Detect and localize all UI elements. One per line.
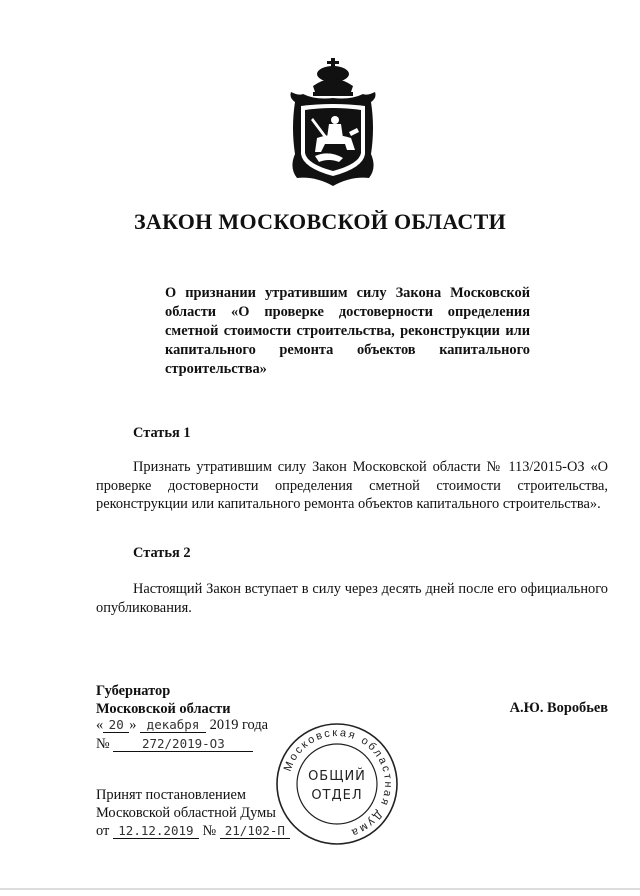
adoption-from-label: от <box>96 823 110 839</box>
date-close-quote: » <box>129 717 137 733</box>
adoption-date-row <box>96 822 290 840</box>
adoption-number: 21/102-П <box>220 824 290 839</box>
coat-of-arms-emblem <box>285 58 381 190</box>
signatory-position <box>96 683 230 718</box>
moscow-oblast-coat-of-arms-icon <box>285 58 381 190</box>
article-2-text <box>96 580 608 617</box>
law-number-prefix: № <box>96 736 110 752</box>
article-1-body: Признать утратившим силу Закон Московской области № 113/2015-ОЗ «О проверке достоверности определения сметной стоимости строительства, реконструкции или капитального ремонта объектов капитального строительства». <box>96 459 608 512</box>
date-day: 20 <box>103 718 129 733</box>
adoption-line-2: Московской областной Думы <box>96 805 276 821</box>
date-year: 2019 года <box>209 717 269 733</box>
article-2-body: Настоящий Закон вступает в силу через десять дней после его официального опубликования. <box>96 581 608 616</box>
date-month: декабря <box>140 718 206 733</box>
adoption-block <box>96 786 290 840</box>
article-1-heading: Статья 1 <box>133 425 191 441</box>
adoption-date: 12.12.2019 <box>113 824 199 839</box>
signing-date <box>96 717 268 734</box>
article-1-text <box>96 458 608 514</box>
law-number <box>96 736 253 753</box>
position-line-2: Московской области <box>96 700 231 717</box>
document-title: ЗАКОН МОСКОВСКОЙ ОБЛАСТИ <box>133 209 507 234</box>
adoption-number-prefix: № <box>202 823 217 839</box>
law-subject: О признании утратившим силу Закона Московской области «О проверке достоверности определения сметной стоимости строительства, реконструкции или капитального ремонта объектов капитального строительства» <box>165 285 530 377</box>
signatory-name: А.Ю. Воробьев <box>509 700 608 716</box>
law-number-value: 272/2019-ОЗ <box>113 737 253 752</box>
position-line-1: Губернатор <box>96 683 171 699</box>
stamp-center-line-2: ОТДЕЛ <box>311 788 363 803</box>
date-open-quote: « <box>96 717 104 733</box>
stamp-center-line-1: ОБЩИЙ <box>308 769 366 784</box>
official-stamp <box>273 720 401 848</box>
stamp-ring-text: Московская областная Дума <box>281 726 395 840</box>
article-2-heading: Статья 2 <box>133 545 191 561</box>
scan-edge-line <box>0 886 640 896</box>
adoption-line-1: Принят постановлением <box>96 787 246 803</box>
